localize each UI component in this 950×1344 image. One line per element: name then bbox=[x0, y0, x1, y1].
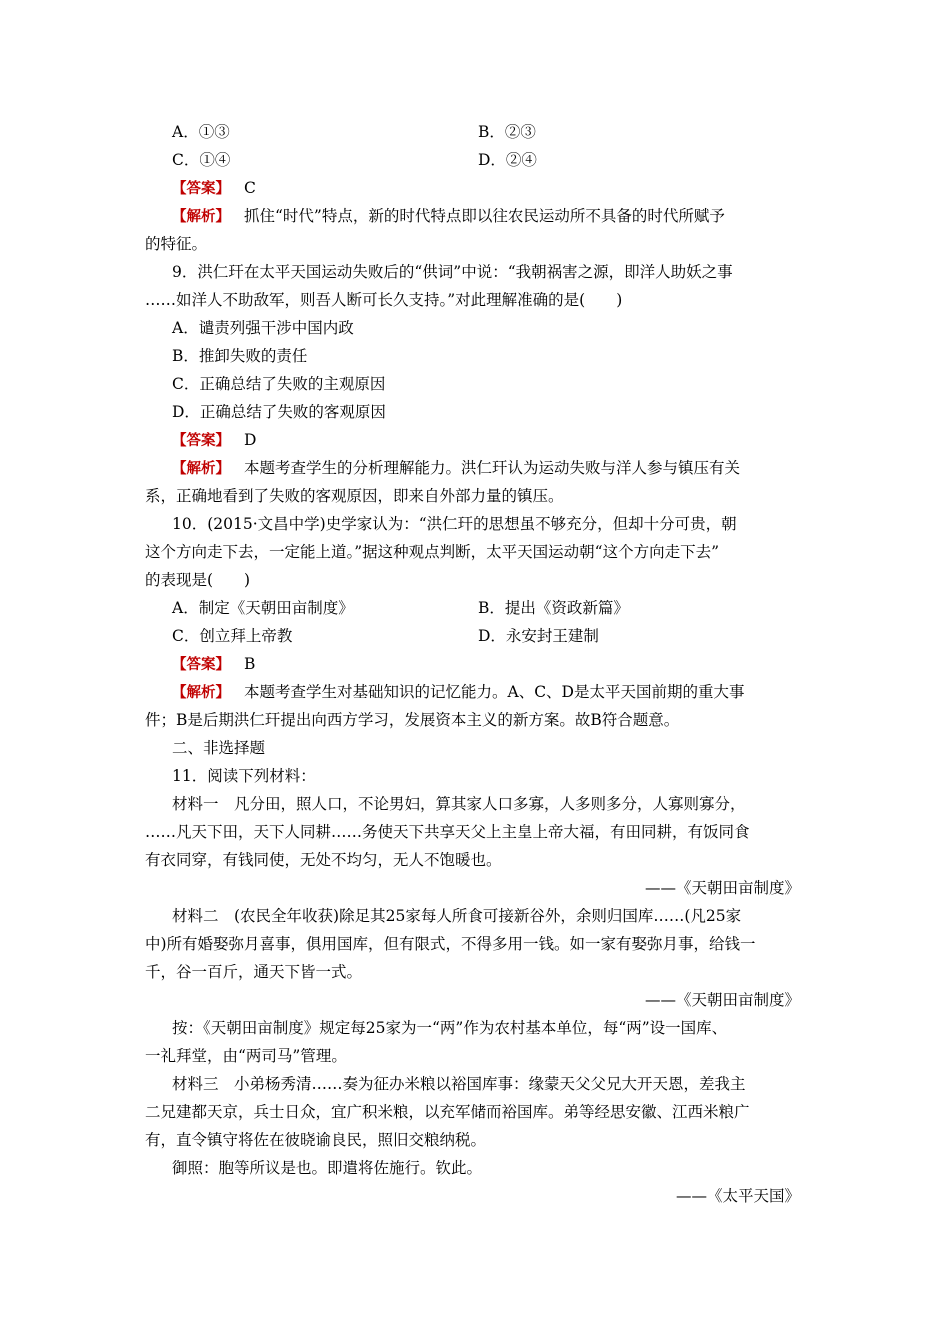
q11-material2-source: ——《天朝田亩制度》 bbox=[644, 991, 800, 1009]
q8-option-a: A．①③ bbox=[172, 123, 230, 141]
q11-stem: 11．阅读下列材料： bbox=[172, 767, 316, 785]
q11-material1-line1: 材料一 凡分田，照人口，不论男妇，算其家人口多寡，人多则多分，人寡则寡分， bbox=[172, 795, 746, 813]
answer-tag: 【答案】 bbox=[172, 181, 230, 197]
analysis-tag: 【解析】 bbox=[172, 209, 230, 225]
q11-material3-line2: 二兄建都天京，兵士日众，宜广积米粮，以充军储而裕国库。弟等经思安徽、江西米粮广 bbox=[145, 1103, 750, 1121]
q11-material1-source: ——《天朝田亩制度》 bbox=[644, 879, 800, 897]
q8-analysis-cont: 的特征。 bbox=[145, 235, 208, 253]
q11-material3-line3: 有，直令镇守将佐在彼晓谕良民，照旧交粮纳税。 bbox=[145, 1131, 487, 1149]
q10-answer: B bbox=[244, 655, 256, 673]
q11-material3-reply: 御照：胞等所议是也。即遣将佐施行。钦此。 bbox=[172, 1159, 483, 1177]
q9-analysis-cont: 系，正确地看到了失败的客观原因，即来自外部力量的镇压。 bbox=[145, 487, 564, 505]
q8-analysis-line bbox=[172, 206, 725, 227]
q11-note-line2: 一礼拜堂，由“两司马”管理。 bbox=[145, 1047, 347, 1065]
q10-option-a: A．制定《天朝田亩制度》 bbox=[172, 599, 354, 617]
q10-analysis-cont: 件；B是后期洪仁玕提出向西方学习，发展资本主义的新方案。故B符合题意。 bbox=[145, 711, 680, 729]
q8-option-b: B．②③ bbox=[478, 123, 536, 141]
answer-tag: 【答案】 bbox=[172, 433, 230, 449]
q9-stem-line2: ……如洋人不助敌军，则吾人断可长久支持。”对此理解准确的是( ) bbox=[145, 291, 623, 309]
answer-tag: 【答案】 bbox=[172, 657, 230, 673]
q11-material2-line3: 千，谷一百斤，通天下皆一式。 bbox=[145, 963, 363, 981]
q10-answer-line bbox=[172, 654, 255, 675]
q9-option-c: C．正确总结了失败的主观原因 bbox=[172, 375, 386, 393]
q8-analysis-text: 抓住“时代”特点，新的时代特点即以往农民运动所不具备的时代所赋予 bbox=[244, 207, 725, 225]
analysis-tag: 【解析】 bbox=[172, 685, 230, 701]
q11-material1-line2: ……凡天下田，天下人同耕……务使天下共享天父上主皇上帝大福，有田同耕，有饭同食 bbox=[145, 823, 750, 841]
q11-material3-source: ——《太平天国》 bbox=[675, 1187, 800, 1205]
q9-analysis-text: 本题考查学生的分析理解能力。洪仁玕认为运动失败与洋人参与镇压有关 bbox=[244, 459, 741, 477]
q10-stem-line2: 这个方向走下去，一定能上道。”据这种观点判断，太平天国运动朝“这个方向走下去” bbox=[145, 543, 720, 561]
q9-analysis-line bbox=[172, 458, 740, 479]
q11-material3-line1: 材料三 小弟杨秀清……奏为征办米粮以裕国库事：缘蒙天父父兄大开天恩，差我主 bbox=[172, 1075, 746, 1093]
q8-answer-line bbox=[172, 178, 256, 199]
q11-material1-line3: 有衣同穿，有钱同使，无处不均匀，无人不饱暖也。 bbox=[145, 851, 502, 869]
q11-material2-line1: 材料二 (农民全年收获)除足其25家每人所食可接新谷外，余则归国库……(凡25家 bbox=[172, 907, 742, 925]
q11-note-line1: 按：《天朝田亩制度》规定每25家为一“两”作为农村基本单位，每“两”设一国库、 bbox=[172, 1019, 728, 1037]
q10-stem-line3: 的表现是( ) bbox=[145, 571, 251, 589]
q9-answer: D bbox=[244, 431, 257, 449]
q10-option-d: D．永安封王建制 bbox=[478, 627, 599, 645]
q10-option-c: C．创立拜上帝教 bbox=[172, 627, 293, 645]
q9-option-d: D．正确总结了失败的客观原因 bbox=[172, 403, 386, 421]
q11-material2-line2: 中)所有婚娶弥月喜事，俱用国库，但有限式，不得多用一钱。如一家有娶弥月事，给钱一 bbox=[145, 935, 756, 953]
q10-stem-line1: 10．(2015·文昌中学)史学家认为：“洪仁玕的思想虽不够充分，但却十分可贵，朝 bbox=[172, 515, 737, 533]
q8-option-c: C．①④ bbox=[172, 151, 231, 169]
q9-option-a: A．谴责列强干涉中国内政 bbox=[172, 319, 354, 337]
q10-analysis-line bbox=[172, 682, 744, 703]
q10-option-b: B．提出《资政新篇》 bbox=[478, 599, 629, 617]
analysis-tag: 【解析】 bbox=[172, 461, 230, 477]
q10-analysis-text: 本题考查学生对基础知识的记忆能力。A、C、D是太平天国前期的重大事 bbox=[244, 683, 745, 701]
section-heading: 二、非选择题 bbox=[172, 739, 266, 757]
q9-answer-line bbox=[172, 430, 256, 451]
q9-option-b: B．推卸失败的责任 bbox=[172, 347, 308, 365]
q9-stem-line1: 9．洪仁玕在太平天国运动失败后的“供词”中说：“我朝祸害之源，即洋人助妖之事 bbox=[172, 263, 733, 281]
q8-option-d: D．②④ bbox=[478, 151, 537, 169]
q8-answer: C bbox=[244, 179, 256, 197]
